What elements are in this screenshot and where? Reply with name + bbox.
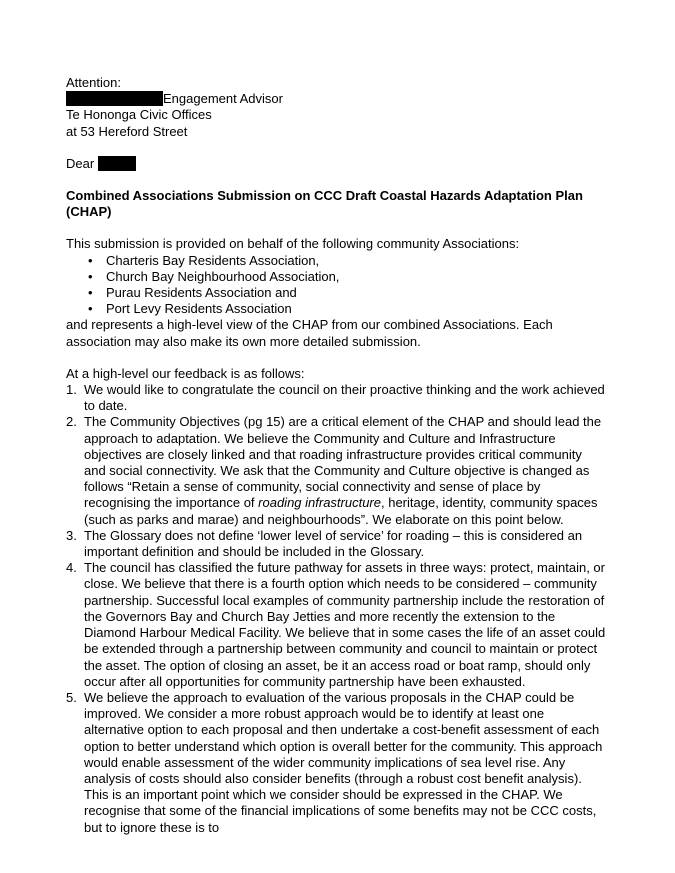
feedback-point: 1. We would like to congratulate the council on their proactive thinking and the work achieved to date. (66, 382, 605, 414)
advisor-role: Engagement Advisor (163, 91, 283, 107)
list-item: • Purau Residents Association and (88, 285, 297, 301)
feedback-point: 3. The Glossary does not define ‘lower level of service’ for roading – this is considered an important definition and should be included in the Glossary. (66, 527, 583, 560)
letter-body (66, 75, 606, 836)
feedback-intro: At a high-level our feedback is as follows: (66, 365, 305, 381)
bullet-icon: • (88, 285, 93, 301)
feedback-point: 5. We believe the approach to evaluation of the various proposals in the CHAP could be improved. We consider a more robust approach would be to identify at least one alternative option to each proposal and then undertake a cost-benefit assessment of each option to better understand which option is overall better for the community. This approach would enable assessment of the wider community implications of sea level rise. Any analysis of costs should also consider benefits (through a robust cost benefit analysis). This is an important point which we consider should be expressed in the CHAP. We recognise that some of the financial implications of some benefits may not be CCC costs, but to ignore these is to (66, 689, 603, 835)
point-number: 1. (66, 382, 77, 398)
advisor-line (66, 91, 606, 107)
salutation-line (66, 156, 606, 172)
point-number: 3. (66, 527, 77, 543)
redacted-name (66, 91, 163, 106)
salutation: Dear (66, 155, 95, 171)
bullet-icon: • (88, 268, 93, 284)
spacer (66, 140, 606, 156)
spacer (66, 220, 606, 236)
attention-label: Attention: (66, 75, 121, 90)
bullet-icon: • (88, 252, 93, 268)
list-item: • Port Levy Residents Association (88, 301, 292, 317)
feedback-point: 4. The council has classified the future pathway for assets in three ways: protect, maintain, or close. We believe that there is a fourth option which needs to be considered – community partnership. Successful local examples of community partnership include the restoration of the Governors Bay and Church Bay Jetties and more recently the extension to the Diamond Harbour Medical Facility. We believe that in some cases the life of an asset could be extended through a partnership between community and council to maintain or protect the asset. The option of closing an asset, be it an access road or boat ramp, should only occur after all opportunities for community partnership have been exhausted. (66, 560, 606, 689)
intro-paragraph: This submission is provided on behalf of the following community Associations: (66, 236, 520, 252)
address-line: at 53 Hereford Street (66, 123, 188, 139)
emphasis-text: roading infrastructure (258, 495, 381, 511)
feedback-list (66, 382, 606, 836)
point-number: 4. (66, 560, 77, 576)
redacted-recipient (98, 156, 136, 171)
feedback-point: 2. The Community Objectives (pg 15) are a critical element of the CHAP and should lead the approach to adaptation. We believe the Community and Culture and Infrastructure objectives are closely linked and that roading infrastructure provides critical community and social connectivity. We ask that the Community and Culture objective is changed as follows “Retain a sense of community, social connectivity and sense of place by recognising the importance of roading infrastructure, heritage, identity, community spaces (such as parks and marae) and neighbourhoods”. We elaborate on this point below. (66, 414, 602, 527)
spacer (66, 350, 606, 366)
after-list-paragraph: and represents a high-level view of the CHAP from our combined Associations. Each association may also make its own more detailed submission. (66, 317, 553, 349)
point-number: 2. (66, 414, 77, 430)
document-title: Combined Associations Submission on CCC Draft Coastal Hazards Adaptation Plan (CHAP) (66, 188, 583, 220)
associations-list (66, 253, 606, 318)
list-item: • Church Bay Neighbourhood Association, (88, 268, 340, 284)
spacer (66, 172, 606, 188)
bullet-icon: • (88, 301, 93, 317)
point-number: 5. (66, 689, 77, 705)
office-line: Te Hononga Civic Offices (66, 107, 212, 123)
list-item: • Charteris Bay Residents Association, (88, 252, 320, 268)
